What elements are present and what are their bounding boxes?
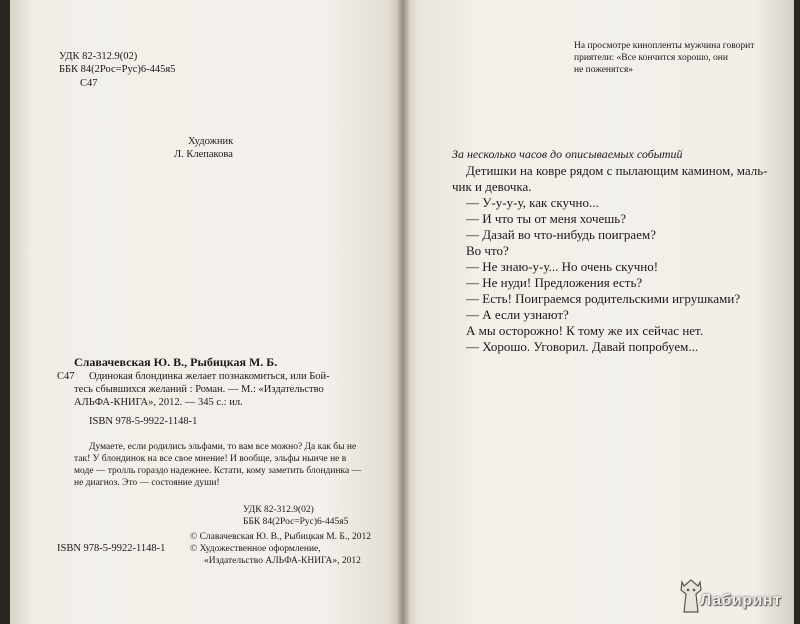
section-heading: За несколько часов до описываемых событий — [452, 147, 683, 161]
authors-heading: Славачевская Ю. В., Рыбицкая М. Б. — [74, 355, 278, 369]
dialog-line: А мы осторожно! К тому же их сейчас нет. — [466, 323, 704, 338]
epigraph-line: не поженятся» — [574, 65, 633, 75]
paragraph-line: Детишки на ковре рядом с пылающим камином, маль- — [466, 163, 768, 178]
catalog-line: тесь сбывшихся желаний : Роман. — М.: «Издательство — [74, 384, 324, 395]
annotation-line: Думаете, если родились эльфами, то вам все можно? Да как бы не — [89, 442, 357, 452]
annotation-line: не диагноз. Это — состояние души! — [74, 478, 220, 488]
book-gutter — [396, 0, 410, 624]
paragraph-line: чик и девочка. — [452, 179, 532, 194]
catalog-code-top: С47 — [80, 78, 98, 89]
dialog-line: — Не знаю-у-у... Но очень скучно! — [466, 259, 659, 274]
catalog-line: Одинокая блондинка желает познакомиться, или Бой- — [89, 371, 330, 382]
annotation-line: моде — тролль гораздо надежнее. Кстати, кому заметить блондинка — — [74, 466, 362, 476]
dialog-line: — У-у-у-у, как скучно... — [466, 195, 599, 210]
dialog-line: — А если узнают? — [466, 307, 569, 322]
dialog-line: — Не нуди! Предложения есть? — [466, 275, 643, 290]
isbn-top: ISBN 978-5-9922-1148-1 — [89, 416, 198, 427]
bbk-code-top: ББК 84(2Рос=Рус)6-445я5 — [59, 64, 176, 75]
watermark-text: Лабиринт — [700, 592, 782, 609]
copyright-line: «Издательство АЛЬФА-КНИГА», 2012 — [204, 556, 361, 566]
annotation-line: так! У блондинок на все свое мнение! И вообще, эльфы нынче не в — [74, 454, 347, 464]
dialog-line: — Хорошо. Уговорил. Давай попробуем... — [466, 339, 699, 354]
dialog-line: Во что? — [466, 243, 509, 258]
udk-code-bottom: УДК 82-312.9(02) — [243, 505, 314, 515]
artist-name: Л. Клепакова — [174, 149, 233, 160]
copyright-line: © Художественное оформление, — [190, 544, 321, 554]
epigraph-line: На просмотре кинопленты мужчина говорит — [574, 41, 755, 51]
catalog-line: АЛЬФА-КНИГА», 2012. — 345 с.: ил. — [74, 397, 243, 408]
epigraph-line: приятели: «Все кончится хорошо, они — [574, 53, 728, 63]
dialog-line: — И что ты от меня хочешь? — [466, 211, 626, 226]
left-page — [10, 0, 402, 624]
isbn-bottom: ISBN 978-5-9922-1148-1 — [57, 543, 166, 554]
catalog-code: С47 — [57, 371, 75, 382]
artist-label: Художник — [188, 136, 234, 147]
copyright-line: © Славачевская Ю. В., Рыбицкая М. Б., 2012 — [190, 532, 372, 542]
right-page — [402, 0, 794, 624]
dialog-line: — Дазай во что-нибудь поиграем? — [466, 227, 656, 242]
dialog-line: — Есть! Поиграемся родительскими игрушками? — [466, 291, 741, 306]
udk-code-top: УДК 82-312.9(02) — [59, 51, 138, 62]
bbk-code-bottom: ББК 84(2Рос=Рус)6-445я5 — [243, 517, 349, 527]
